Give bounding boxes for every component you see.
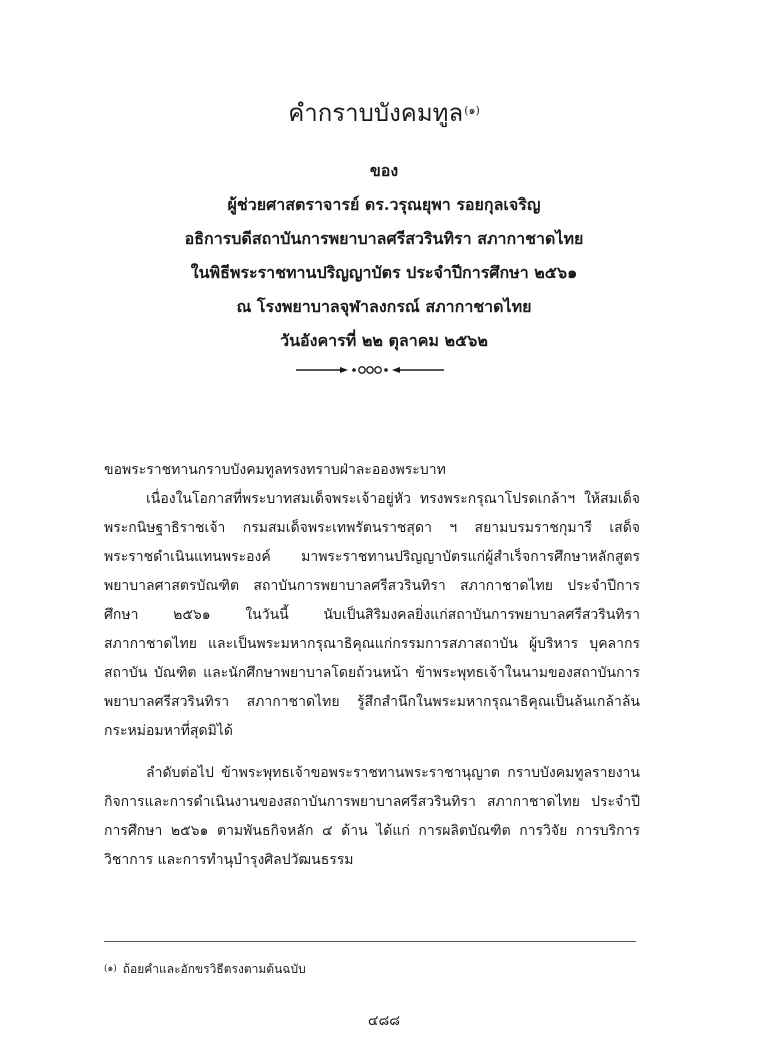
salutation [104, 456, 640, 485]
paragraph-1-text: เนื่องในโอกาสที่พระบาทสมเด็จพระเจ้าอยู่หัว ทรงพระกรุณาโปรดเกล้าฯ ให้สมเด็จพระกนิษฐาธิราชเจ้า กรมสมเด็จพระเทพรัตนราชสุดา ฯ สยามบรมราชกุมารี เสด็จพระราชดำเนินแทนพระองค์ มาพระราชทานปริญญาบัตรแก่ผู้สำเร็จการศึกษาหลักสูตรพยาบาลศาสตรบัณฑิต สถาบันการพยาบาลศรีสวรินทิรา สภากาชาดไทย ประจำปีการศึกษา ๒๕๖๑ ในวันนี้ นับเป็นสิริมงคลยิ่งแก่สถาบันการพยาบาลศรีสวรินทิรา สภากาชาดไทย และเป็นพระมหากรุณาธิคุณแก่กรรมการสภาสถาบัน ผู้บริหาร บุคลากรสถาบัน บัณฑิต และนักศึกษาพยาบาลโดยถ้วนหน้า ข้าพระพุทธเจ้าในนามของสถาบันการพยาบาลศรีสวรินทิรา สภากาชาดไทย รู้สึกสำนึกในพระมหากรุณาธิคุณเป็นล้นเกล้าล้นกระหม่อมหาที่สุดมิได้ [104, 491, 640, 739]
footnote [104, 960, 640, 978]
title-text: คำกราบบังคมทูล [288, 99, 464, 127]
salutation-text: ขอพระราชทานกราบบังคมทูลทรงทราบฝ่าละอองพระบาท [104, 462, 446, 478]
heading-line-position: อธิการบดีสถาบันการพยาบาลศรีสวรินทิรา สภากาชาดไทย [184, 229, 584, 248]
page-number: ๔๘๘ [367, 1013, 401, 1029]
paragraph-2 [104, 759, 640, 875]
heading-line-date: วันอังคารที่ ๒๒ ตุลาคม ๒๕๖๒ [280, 331, 488, 350]
heading-line-of: ของ [369, 161, 399, 180]
address-heading [0, 154, 768, 358]
page-title [0, 96, 768, 130]
footnote-divider [104, 941, 636, 942]
footnote-text: ถ้อยคำและอักขรวิธีตรงตามต้นฉบับ [122, 962, 306, 976]
paragraph-1 [104, 485, 640, 746]
footnote-marker: (๑) [104, 964, 117, 974]
decorative-divider [294, 362, 446, 378]
heading-line-speaker: ผู้ช่วยศาสตราจารย์ ดร.วรุณยุพา รอยกุลเจริญ [227, 195, 541, 214]
paragraph-2-text: ลำดับต่อไป ข้าพระพุทธเจ้าขอพระราชทานพระราชานุญาต กราบบังคมทูลรายงานกิจการและการดำเนินงานของสถาบันการพยาบาลศรีสวรินทิรา สภากาชาดไทย ประจำปีการศึกษา ๒๕๖๑ ตามพันธกิจหลัก ๔ ด้าน ได้แก่ การผลิตบัณฑิต การวิจัย การบริการวิชาการ และการทำนุบำรุงศิลปวัฒนธรรม [104, 765, 640, 868]
heading-line-venue: ณ โรงพยาบาลจุฬาลงกรณ์ สภากาชาดไทย [236, 297, 532, 316]
title-footnote-marker: (๑) [464, 104, 480, 117]
heading-line-ceremony: ในพิธีพระราชทานปริญญาบัตร ประจำปีการศึกษา ๒๕๖๑ [190, 263, 578, 282]
